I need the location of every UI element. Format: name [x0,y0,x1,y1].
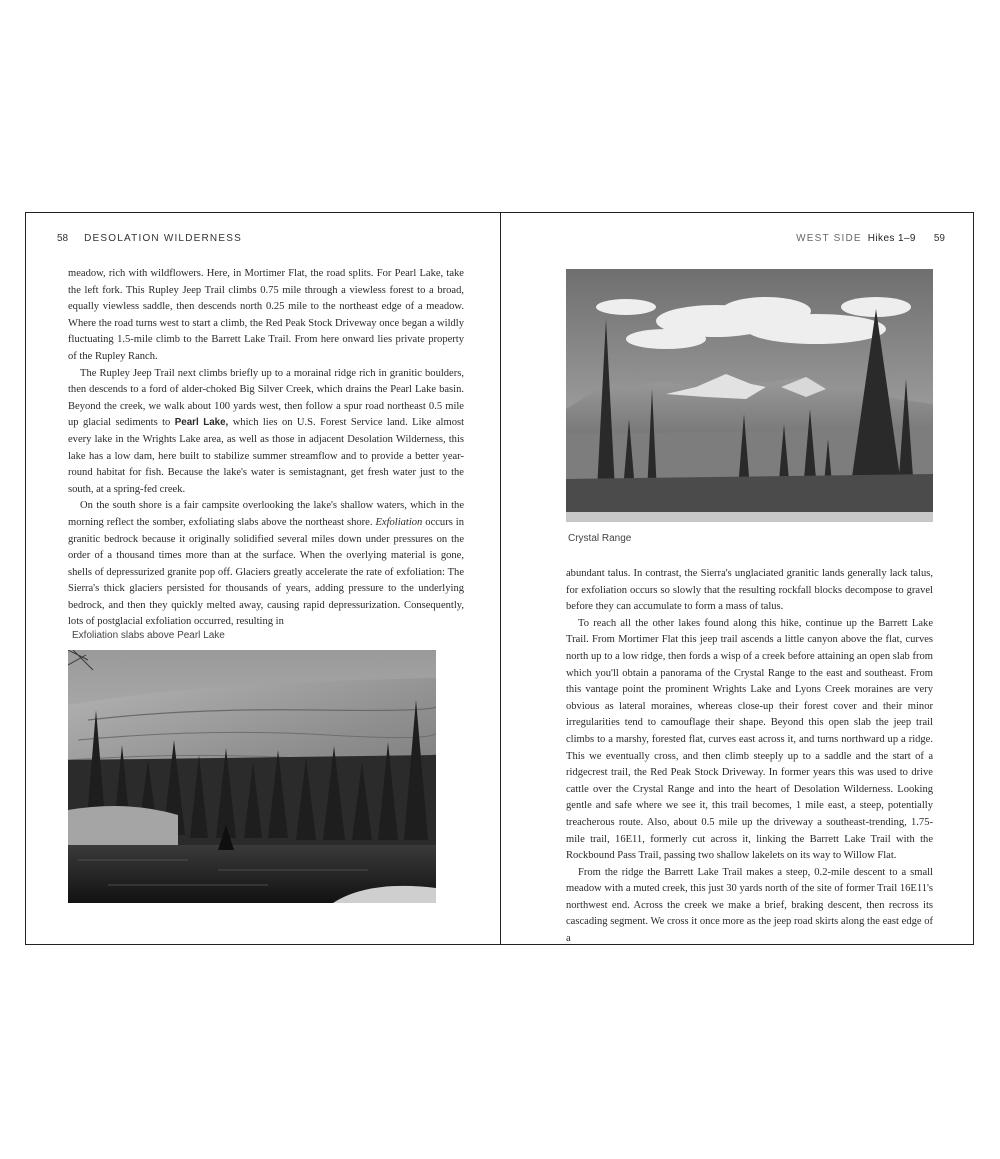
exfoliation-slabs-photo [68,650,436,903]
crystal-range-photo [566,269,933,522]
right-paragraph-1: abundant talus. In contrast, the Sierra's unglaciated granitic lands generally lack talus, for exfoliation occurs so slowly that the resulting rockfall blocks decompose to gravel before they can accumulate to form a mass of talus. [566,568,933,613]
left-running-head [57,233,242,244]
left-running-title: DESOLATION WILDERNESS [84,233,242,244]
left-paragraph-3: On the south shore is a fair campsite overlooking the lake's shallow waters, which in the morning reflect the somber, exfoliating slabs above the northeast shore. Exfoliation occurs in granitic bedrock because it originally solidified several miles down under pressures on the order of a thousand times more than at the surface. When the overlying material is gone, shells of depressurized granite pop off. Glaciers greatly accelerate the rate of exfoliation: The Sierra's thick glaciers persisted for thousands of years, adding pressure to the underlying bedrock, and then they quickly melted away, causing rapid depressurization. Consequently, lots of postglacial exfoliation occurred, resulting in [68,500,464,628]
right-paragraph-3: From the ridge the Barrett Lake Trail makes a steep, 0.2-mile descent to a small meadow with a muted creek, this just 30 yards north of the site of former Trail 16E11's northwest end. Across the creek we make a brief, braking descent, then recross its cascading segment. We cross it once more as the jeep road skirts along the east edge of a [566,866,933,945]
right-page [501,213,974,944]
left-paragraph-2: The Rupley Jeep Trail next climbs briefly up to a morainal ridge rich in granitic boulders, then descends to a ford of alder-choked Big Silver Creek, which drains the Pearl Lake basin. Beyond the creek, we walk about 100 yards west, then follow a spur road northeast 0.5 mile up glacial sediments to Pearl Lake, which lies on U.S. Forest Service land. Like almost every lake in the Wrights Lake area, as well as those in adjacent Desolation Wilderness, this lake has a low dam, here built to stabilize summer streamflow and to provide a better year-round habitat for fish. Because the lake's water is semistagnant, get fresh water just to the south, at a spring-fed creek. [68,367,465,495]
right-running-head [796,233,945,244]
right-page-number: 59 [933,233,945,244]
right-photo-caption: Crystal Range [568,533,632,544]
left-page-number: 58 [57,233,69,244]
book-spread [25,212,974,945]
left-page [26,213,500,944]
exfoliation-term: Exfoliation [375,516,423,528]
right-body-text [566,566,933,948]
left-body-text [68,266,464,631]
left-photo-caption: Exfoliation slabs above Pearl Lake [72,630,225,641]
right-paragraph-2: To reach all the other lakes found along this hike, continue up the Barrett Lake Trail. From Mortimer Flat this jeep trail ascends a little canyon above the flat, curves north up to a low ridge, then fords a wisp of a creek before attaining an open slab from which you'll obtain a panorama of the Crystal Range to the east and southeast. From this vantage point the prominent Wrights Lake and Lyons Creek moraines are very obvious as lateral moraines, whereas close-up their forest cover and their minor irregularities tend to camouflage their shape. Beyond this open slab the jeep trail climbs to a marshy, forested flat, curves east across it, and turns northward up a ridge. This we eventually cross, and then climb steeply up to a saddle and the start of a ridgecrest trail, the Red Peak Stock Driveway. In former years this was used to drive cattle over the Crystal Range and into the heart of Desolation Wilderness. Looking gentle and safe where we see it, this trail becomes, 1 mile east, a steep, potentially treacherous route. Also, about 0.5 mile up the driveway a southeast-trending, 1.75-mile trail, 16E11, formerly cut across it, linking the Barrett Lake Trail with the Rockbound Pass Trail, passing two shallow lakelets on its way to Willow Flat. [566,617,933,862]
pearl-lake-bold: Pearl Lake, [174,417,229,429]
left-paragraph-1: meadow, rich with wildflowers. Here, in Mortimer Flat, the road splits. For Pearl Lake, take the left fork. This Rupley Jeep Trail climbs 0.75 mile through a viewless forest to a broad, equally viewless saddle, then descends north 0.25 mile to the northeast edge of a meadow. Where the road turns west to start a climb, the Red Peak Stock Driveway once began a wildly fluctuating 1.5-mile climb to the Barrett Lake Trail. From here onward lies private property of the Rupley Ranch. [68,268,464,362]
section-label: WEST SIDE [796,233,862,244]
hikes-label: Hikes 1–9 [867,233,916,244]
